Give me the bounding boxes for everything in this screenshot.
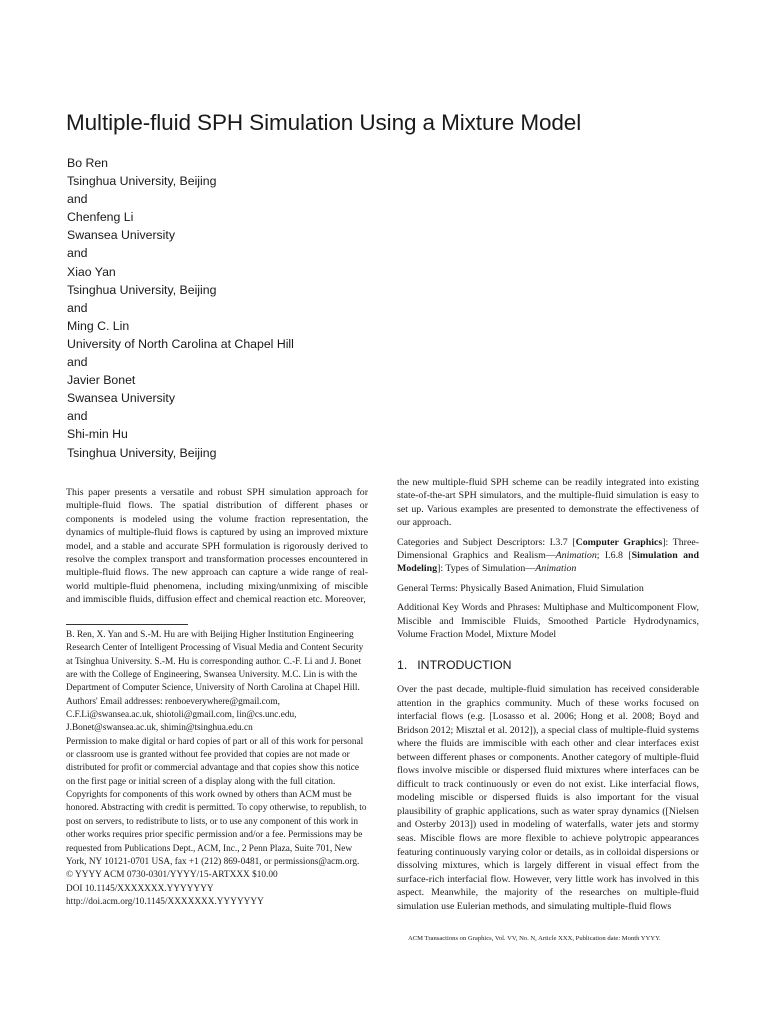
abstract-paragraph: This paper presents a versatile and robust SPH simulation approach for multiple-fluid flows. The spatial distribution of different phases or components is modeled using the volume fraction representation, the dynamics of multiple-fluid flows is captured by using an improved mixture model, and a stable and accurate SPH formulation is rigorously derived to resolve the complex transport and transformation processes encountered in multiple-fluid flows. The new approach can capture a wide range of real-world multiple-fluid phenomena, including mixing/unmixing of miscible and immiscible fluids, diffusion effect and chemical reaction etc. Moreover, xyxy=(66,487,368,606)
author-line: and xyxy=(67,355,88,370)
section-number: 1. xyxy=(397,658,408,672)
author-line: Bo Ren xyxy=(67,156,109,170)
introduction-body xyxy=(397,683,699,913)
author-line: Swansea University xyxy=(67,391,175,406)
author-line: University of North Carolina at Chapel Hill xyxy=(67,336,294,351)
keywords: Additional Key Words and Phrases: Multiphase and Multicomponent Flow, Miscible and Immiscible Fluids, Smoothed Particle Hydrodynamics, Volume Fraction Model, Mixture Model xyxy=(397,602,699,641)
paper-title: Multiple-fluid SPH Simulation Using a Mixture Model xyxy=(66,110,582,135)
footnote-email-line: Authors' Email addresses: renboeverywhere@gmail.com, xyxy=(66,696,280,707)
author-line: Chenfeng Li xyxy=(67,210,134,225)
footnote-affiliation: B. Ren, X. Yan and S.-M. Hu are with Beijing Higher Institution Engineering Research Center of Intelligent Processing of Visual Media and Content Security at Tsinghua University. S.-M. Hu is corresponding author. C.-F. Li and J. Bonet are with the College of Engineering, Swansea University. M.C. Lin is with the Department of Computer Science, University of North Carolina at Chapel Hill. xyxy=(66,630,364,694)
author-line: and xyxy=(67,192,88,207)
section-title: INTRODUCTION xyxy=(417,658,512,672)
footnote-url: http://doi.acm.org/10.1145/XXXXXXX.YYYYYYY xyxy=(66,896,264,907)
author-line: Tsinghua University, Beijing xyxy=(67,445,217,460)
abstract-right-column xyxy=(397,476,699,647)
author-line: Javier Bonet xyxy=(67,373,136,388)
footnote-email-line: C.F.Li@swansea.ac.uk, shiotoli@gmail.com, lin@cs.unc.edu, xyxy=(66,710,297,721)
author-line: Shi-min Hu xyxy=(67,427,128,442)
author-line: Ming C. Lin xyxy=(67,318,130,333)
general-terms: General Terms: Physically Based Animation, Fluid Simulation xyxy=(397,582,644,594)
footnote-email-line: J.Bonet@swansea.ac.uk, shimin@tsinghua.edu.cn xyxy=(66,723,253,734)
author-line: Tsinghua University, Beijing xyxy=(67,282,217,297)
author-line: and xyxy=(67,409,88,424)
page-footer: ACM Transactions on Graphics, Vol. VV, No. N, Article XXX, Publication date: Month YYYY. xyxy=(408,935,661,942)
author-line: and xyxy=(67,246,88,261)
footnote-permission: Permission to make digital or hard copies of part or all of this work for personal or classroom use is granted without fee provided that copies are not made or distributed for profit or commercial advantage and that copies show this notice on the first page or initial screen of a display along with the full citation. Copyrights for components of this work owned by others than ACM must be honored. Abstracting with credit is permitted. To copy otherwise, to republish, to post on servers, to redistribute to lists, or to use any component of this work in other works requires prior specific permission and/or a fee. Permissions may be requested from Publications Dept., ACM, Inc., 2 Penn Plaza, Suite 701, New York, NY 10121-0701 USA, fax +1 (212) 869-0481, or permissions@acm.org. xyxy=(66,736,367,867)
footnote-copyright: © YYYY ACM 0730-0301/YYYY/15-ARTXXX $10.00 xyxy=(66,870,278,881)
author-line: Swansea University xyxy=(67,228,175,243)
author-line: Tsinghua University, Beijing xyxy=(67,174,217,189)
author-line: Xiao Yan xyxy=(67,264,116,279)
introduction-paragraph: Over the past decade, multiple-fluid simulation has received considerable attention in the graphics community. Much of these works focused on interfacial flows (e.g. [Losasso et al. 2006; Hong et al. 2008; Boyd and Bridson 2012; Misztal et al. 2012]), a special class of multiple-fluid systems where the fluids are immiscible with each other and clear interfaces exist between different phases or components. Another category of multiple-fluid flows involve miscible or dispersed fluid mixtures where interfaces can be difficult to track continuously or even do not exist. Like interfacial flows, modeling miscible or dispersed fluids is also important for the visual plausibility of graphic applications, such as water spray dynamics ([Nielsen and Osterby 2013]) used in modeling of waterfalls, water jets and stormy seas. Miscible flows are more flexible to achieve polytropic appearances featuring continuously varying color or details, as in colloidal dispersions or dissolving mixtures, which is largely different in visual effect from the surface-rich interfacial flow. However, very little work has involved in this aspect. Meanwhile, the majority of the researches on multiple-fluid simulation use Eulerian methods, and simulating multiple-fluid flows xyxy=(397,684,699,912)
footnote xyxy=(66,629,368,909)
abstract-left xyxy=(66,486,368,607)
section-heading xyxy=(397,658,512,672)
abstract-continuation: the new multiple-fluid SPH scheme can be readily integrated into existing state-of-the-art SPH simulators, and the multiple-fluid simulation is easy to set up. Various examples are presented to demonstrate the effectiveness of our approach. xyxy=(397,477,699,529)
footnote-doi: DOI 10.1145/XXXXXXX.YYYYYYY xyxy=(66,883,214,894)
categories-descriptors: Categories and Subject Descriptors: I.3.7 [Computer Graphics]: Three-Dimensional Graphics and Realism—Animation; I.6.8 [Simulation and Modeling]: Types of Simulation—Animation xyxy=(397,536,699,575)
footnote-divider xyxy=(66,624,188,625)
author-list xyxy=(67,154,294,462)
author-line: and xyxy=(67,300,88,315)
